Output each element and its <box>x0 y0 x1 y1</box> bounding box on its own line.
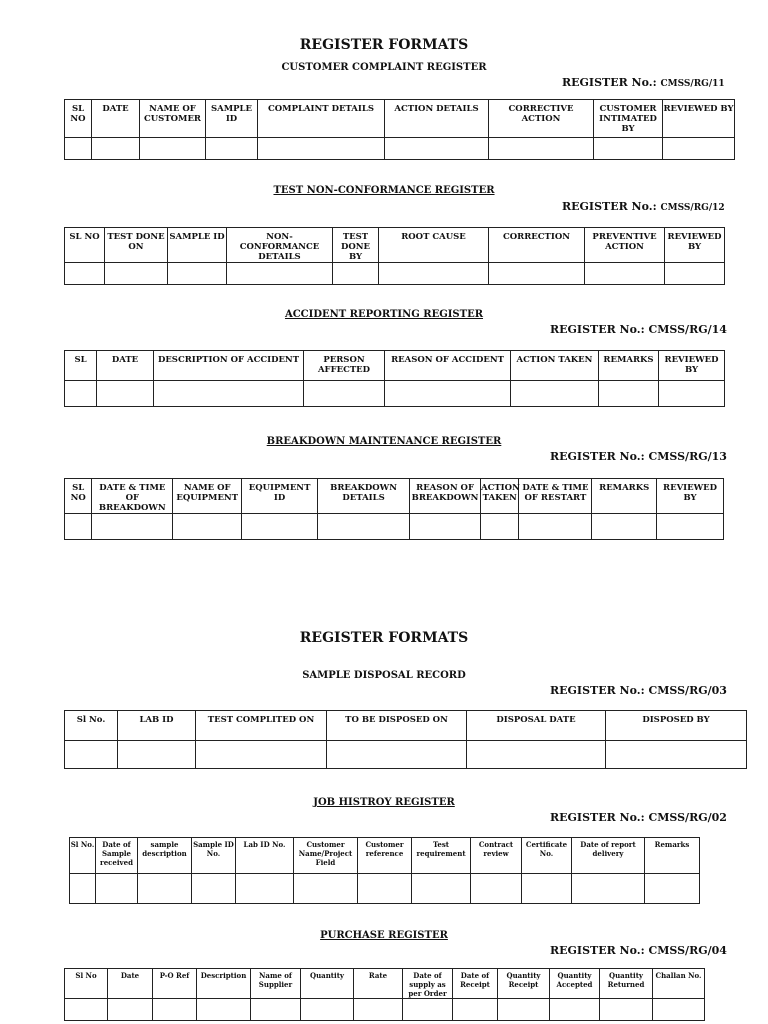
table-row <box>65 741 747 769</box>
column-header: P-O Ref <box>153 969 197 999</box>
table-cell <box>206 138 258 160</box>
table-cell <box>665 263 725 285</box>
column-header: REMARKS <box>599 351 659 381</box>
table-cell <box>65 999 108 1021</box>
register-number-job-history <box>550 811 727 824</box>
table-cell <box>251 999 301 1021</box>
column-header: Date of report delivery <box>572 838 645 874</box>
column-header: Sl No. <box>65 711 118 741</box>
column-header: Certificate No. <box>522 838 572 874</box>
job-history-table <box>69 837 700 904</box>
column-header: Sl No. <box>70 838 96 874</box>
table-cell <box>108 999 153 1021</box>
register-code: CMSS/RG/13 <box>648 450 727 463</box>
column-header: Test requirement <box>412 838 471 874</box>
table-cell <box>467 741 606 769</box>
column-header: Rate <box>354 969 403 999</box>
column-header: DESCRIPTION OF ACCIDENT <box>154 351 304 381</box>
register-number-breakdown-maintenance <box>550 450 727 463</box>
table-cell <box>70 874 96 904</box>
table-cell <box>385 381 511 407</box>
column-header: ACTION TAKEN <box>511 351 599 381</box>
column-header: NAME OF EQUIPMENT <box>173 479 242 514</box>
column-header: sample description <box>138 838 192 874</box>
page-title: REGISTER FORMATS <box>299 37 469 53</box>
column-header: ACTION DETAILS <box>385 100 489 138</box>
register-number-test-non-conformance <box>562 200 725 213</box>
register-label: REGISTER No.: <box>562 200 657 213</box>
purchase-table <box>64 968 705 1021</box>
register-label: REGISTER No.: <box>562 76 657 89</box>
table-cell <box>196 741 327 769</box>
column-header: Contract review <box>471 838 522 874</box>
column-header: SL NO <box>65 228 105 263</box>
table-cell <box>403 999 453 1021</box>
table-cell <box>236 874 294 904</box>
table-cell <box>97 381 154 407</box>
column-header: CORRECTIVE ACTION <box>489 100 594 138</box>
table-cell <box>168 263 227 285</box>
column-header: Sl No <box>65 969 108 999</box>
column-header: SL <box>65 351 97 381</box>
table-cell <box>318 514 410 540</box>
table-row <box>70 874 700 904</box>
register-number-purchase <box>550 944 727 957</box>
accident-reporting-table <box>64 350 725 407</box>
column-header: REMARKS <box>592 479 657 514</box>
table-cell <box>663 138 735 160</box>
table-cell <box>511 381 599 407</box>
table-cell <box>118 741 196 769</box>
customer-complaint-table <box>64 99 735 160</box>
column-header: REVIEWED BY <box>665 228 725 263</box>
column-header: SAMPLE ID <box>168 228 227 263</box>
table-cell <box>412 874 471 904</box>
column-header: NAME OF CUSTOMER <box>140 100 206 138</box>
column-header: DATE <box>97 351 154 381</box>
table-cell <box>153 999 197 1021</box>
column-header: Challan No. <box>653 969 705 999</box>
register-label: REGISTER No.: <box>550 450 645 463</box>
table-cell <box>258 138 385 160</box>
table-cell <box>594 138 663 160</box>
column-header: REVIEWED BY <box>659 351 725 381</box>
table-cell <box>657 514 724 540</box>
table-cell <box>294 874 358 904</box>
table-cell <box>358 874 412 904</box>
column-header: Description <box>197 969 251 999</box>
column-header: Date of Sample received <box>96 838 138 874</box>
breakdown-maintenance-table <box>64 478 724 540</box>
section-title-purchase: PURCHASE REGISTER <box>320 930 448 941</box>
column-header: REASON OF BREAKDOWN <box>410 479 481 514</box>
column-header: DATE & TIME OF RESTART <box>519 479 592 514</box>
table-cell <box>65 263 105 285</box>
column-header: DISPOSED BY <box>606 711 747 741</box>
table-cell <box>489 138 594 160</box>
table-cell <box>192 874 236 904</box>
table-cell <box>138 874 192 904</box>
column-header: EQUIPMENT ID <box>242 479 318 514</box>
column-header: PREVENTIVE ACTION <box>585 228 665 263</box>
table-cell <box>154 381 304 407</box>
table-cell <box>522 874 572 904</box>
table-cell <box>550 999 600 1021</box>
register-code: CMSS/RG/11 <box>660 79 725 89</box>
column-header: SL NO <box>65 100 92 138</box>
column-header: ROOT CAUSE <box>379 228 489 263</box>
column-header: Lab ID No. <box>236 838 294 874</box>
table-cell <box>301 999 354 1021</box>
sample-disposal-table <box>64 710 747 769</box>
register-code: CMSS/RG/02 <box>648 811 727 824</box>
table-cell <box>65 514 92 540</box>
register-number-sample-disposal <box>550 684 727 697</box>
column-header: TEST DONE ON <box>105 228 168 263</box>
section-title-job-history: JOB HISTROY REGISTER <box>313 797 455 808</box>
section-title-customer-complaint: CUSTOMER COMPLAINT REGISTER <box>281 62 487 73</box>
register-code: CMSS/RG/04 <box>648 944 727 957</box>
column-header: COMPLAINT DETAILS <box>258 100 385 138</box>
register-number-accident-reporting <box>550 323 727 336</box>
table-cell <box>96 874 138 904</box>
table-cell <box>453 999 498 1021</box>
table-cell <box>585 263 665 285</box>
table-cell <box>65 138 92 160</box>
column-header: Quantity Returned <box>600 969 653 999</box>
column-header: TO BE DISPOSED ON <box>327 711 467 741</box>
column-header: TEST DONE BY <box>333 228 379 263</box>
column-header: CORRECTION <box>489 228 585 263</box>
section-title-sample-disposal: SAMPLE DISPOSAL RECORD <box>302 670 466 681</box>
table-cell <box>354 999 403 1021</box>
column-header: Quantity <box>301 969 354 999</box>
column-header: DATE <box>92 100 140 138</box>
column-header: Date <box>108 969 153 999</box>
column-header: Quantity Receipt <box>498 969 550 999</box>
table-cell <box>379 263 489 285</box>
table-row <box>65 263 725 285</box>
column-header: Name of Supplier <box>251 969 301 999</box>
page-title-second: REGISTER FORMATS <box>299 630 469 646</box>
column-header: Sample ID No. <box>192 838 236 874</box>
column-header: NON-CONFORMANCE DETAILS <box>227 228 333 263</box>
column-header: BREAKDOWN DETAILS <box>318 479 410 514</box>
table-row <box>65 514 724 540</box>
table-cell <box>599 381 659 407</box>
table-cell <box>592 514 657 540</box>
table-cell <box>572 874 645 904</box>
register-code: CMSS/RG/14 <box>648 323 727 336</box>
column-header: Quantity Accepted <box>550 969 600 999</box>
table-cell <box>227 263 333 285</box>
table-cell <box>304 381 385 407</box>
table-cell <box>481 514 519 540</box>
section-title-breakdown-maintenance: BREAKDOWN MAINTENANCE REGISTER <box>266 436 502 447</box>
table-cell <box>645 874 700 904</box>
table-cell <box>242 514 318 540</box>
column-header: Date of Receipt <box>453 969 498 999</box>
table-cell <box>606 741 747 769</box>
table-cell <box>659 381 725 407</box>
column-header: SAMPLE ID <box>206 100 258 138</box>
section-title-accident-reporting: ACCIDENT REPORTING REGISTER <box>284 309 484 320</box>
column-header: TEST COMPLITED ON <box>196 711 327 741</box>
table-cell <box>92 514 173 540</box>
column-header: Remarks <box>645 838 700 874</box>
column-header: Customer Name/Project Field <box>294 838 358 874</box>
register-label: REGISTER No.: <box>550 323 645 336</box>
table-cell <box>65 741 118 769</box>
table-cell <box>489 263 585 285</box>
column-header: DATE & TIME OF BREAKDOWN <box>92 479 173 514</box>
column-header: PERSON AFFECTED <box>304 351 385 381</box>
table-cell <box>173 514 242 540</box>
register-number-customer-complaint <box>562 76 725 89</box>
table-row <box>65 138 735 160</box>
register-label: REGISTER No.: <box>550 811 645 824</box>
table-cell <box>471 874 522 904</box>
table-cell <box>197 999 251 1021</box>
table-cell <box>140 138 206 160</box>
table-cell <box>653 999 705 1021</box>
column-header: Date of supply as per Order <box>403 969 453 999</box>
table-row <box>65 381 725 407</box>
section-title-test-non-conformance: TEST NON-CONFORMANCE REGISTER <box>273 185 495 196</box>
table-row <box>65 999 705 1021</box>
column-header: LAB ID <box>118 711 196 741</box>
table-cell <box>519 514 592 540</box>
register-code: CMSS/RG/12 <box>660 203 725 213</box>
table-cell <box>92 138 140 160</box>
table-cell <box>327 741 467 769</box>
register-label: REGISTER No.: <box>550 944 645 957</box>
table-cell <box>333 263 379 285</box>
column-header: ACTION TAKEN <box>481 479 519 514</box>
table-cell <box>600 999 653 1021</box>
table-cell <box>410 514 481 540</box>
column-header: REASON OF ACCIDENT <box>385 351 511 381</box>
column-header: REVIEWED BY <box>663 100 735 138</box>
column-header: REVIEWED BY <box>657 479 724 514</box>
test-non-conformance-table <box>64 227 725 285</box>
table-cell <box>65 381 97 407</box>
column-header: Customer reference <box>358 838 412 874</box>
table-cell <box>498 999 550 1021</box>
column-header: SL NO <box>65 479 92 514</box>
column-header: DISPOSAL DATE <box>467 711 606 741</box>
register-code: CMSS/RG/03 <box>648 684 727 697</box>
table-cell <box>385 138 489 160</box>
register-label: REGISTER No.: <box>550 684 645 697</box>
table-cell <box>105 263 168 285</box>
column-header: CUSTOMER INTIMATED BY <box>594 100 663 138</box>
